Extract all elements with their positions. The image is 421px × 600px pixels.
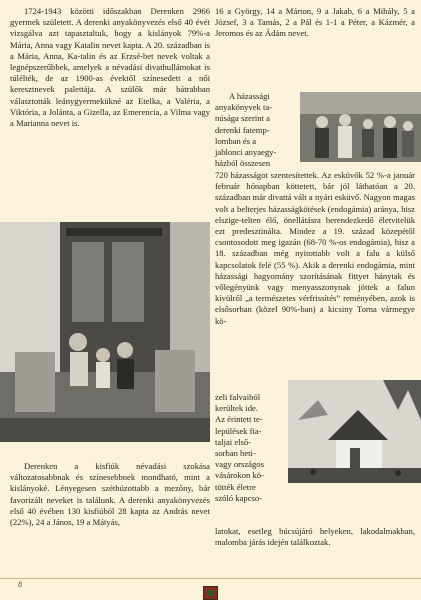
text-line: taljai első-	[215, 436, 252, 447]
children-photo	[0, 222, 210, 442]
text-line: Az érintett te-	[215, 414, 263, 425]
family-photo	[300, 92, 421, 162]
text-line: anyakönyvek ta-	[215, 102, 273, 113]
text-line: núsága szerint a	[215, 113, 270, 124]
paragraph: 1724-1943 közötti időszakban Derenken 2966 gyermek született. A derenki anyakönyvezés első 40 évét vizsgálva azt tapasztaltuk, hogy a kislányok 79%-a Mária, Anna vagy Katalin nevet kapta. A 20. században is a Mária, Anna, Ka-talin és az Erzsé-bet nevek voltak a legnépszerűbbek, amelyek a névadási divathullámokat is túlélték, de az 1900-as évektől színesedett a női keresztnevek palettája. A szülők már bátrabban választották leánygyermekükné az Etelka, a Valéria, a Viktória, a Jolánta, a Gizella, az Emerencia, a Vilma vagy a Marianna nevet is.	[10, 6, 210, 129]
paragraph: Derenken a kisfiúk névadási szokása változatosabbnak és színesebbnek mondható, mint a kislányoké. Lényegesen széthúzottabb a mezőny, bár favorizált neveket is találunk. A derenki anyakönyvezés első 40 évében 130 kisfiúból 28 kapta az András nevet (22%), 24 a János, 19 a Mátyás,	[10, 461, 210, 528]
text-line: lomban és a	[215, 135, 257, 146]
text-line: A házassági	[229, 91, 270, 101]
text-line: zeli falvaiból	[215, 392, 261, 402]
text-line: tötték életre	[215, 481, 256, 492]
text-line: derenki fatemp-	[215, 124, 270, 135]
left-column-top-text	[10, 0, 210, 129]
page-number: 8	[18, 580, 22, 589]
paragraph: 720 házasságot szentesítettek. Az esküvők 52 %-a január február hónapban köttetett, bár jól láthatóan a 20. században már divattá vált a nyári esküvő. Nagyon magas volt a belterjes házasságkötések (endogámia) aránya, hisz elszige-telten élő, önellátásra berendezkedő életvitelük ezt predesztinálta. Mindez a 19. század közepétől csontosodott meg igazán (68-70 %-os endogámia), hisz a 18. században még nyitottabb volt a falu a külső kapcsolatok felé (55 %). Akik a derenki endogámia, mint házassági hagyomány szorításának fittyet hánytak és vőlegényünk vagy menyasszonynak jöttek a falun kívülről „a természetes vérfrissítés” reményében, azok is elsősorban (közel 90%-ban) a kicsiny Torna vármegye kö-	[215, 170, 415, 326]
right-column-top-text	[215, 6, 415, 40]
text-line: szóló kapcso-	[215, 492, 263, 503]
text-line: lepülések fia-	[215, 425, 262, 436]
text-line: sorban heti-	[215, 448, 256, 459]
paragraph: latokat, esetleg búcsújáró helyeken, lakodalmakban, malomba járás idején találkoztak.	[215, 526, 415, 548]
logo-icon	[203, 586, 218, 600]
church-photo	[288, 380, 421, 483]
right-column-main-text	[215, 170, 415, 327]
right-column-church-wrap-text	[215, 392, 285, 504]
text-line: házból összesen	[215, 158, 271, 169]
paragraph: 16 a György, 14 a Márton, 9 a Jakab, 6 a Mihály, 5 a József, 3 a Tamás, 2 a Pál és 1-1 a Péter, a Kázmér, a Jeromos és az Ádám nevet.	[215, 6, 415, 39]
left-column-bottom-text	[10, 461, 210, 528]
text-line: vagy országos	[215, 459, 264, 470]
footer-rule	[0, 578, 421, 579]
text-line: vásárokon kö-	[215, 470, 264, 481]
text-line: kerültek ide.	[215, 403, 258, 414]
right-column-end-text	[215, 526, 415, 548]
text-line: jablonci anyaegy-	[215, 147, 277, 158]
right-column-wrap-text	[215, 91, 297, 169]
